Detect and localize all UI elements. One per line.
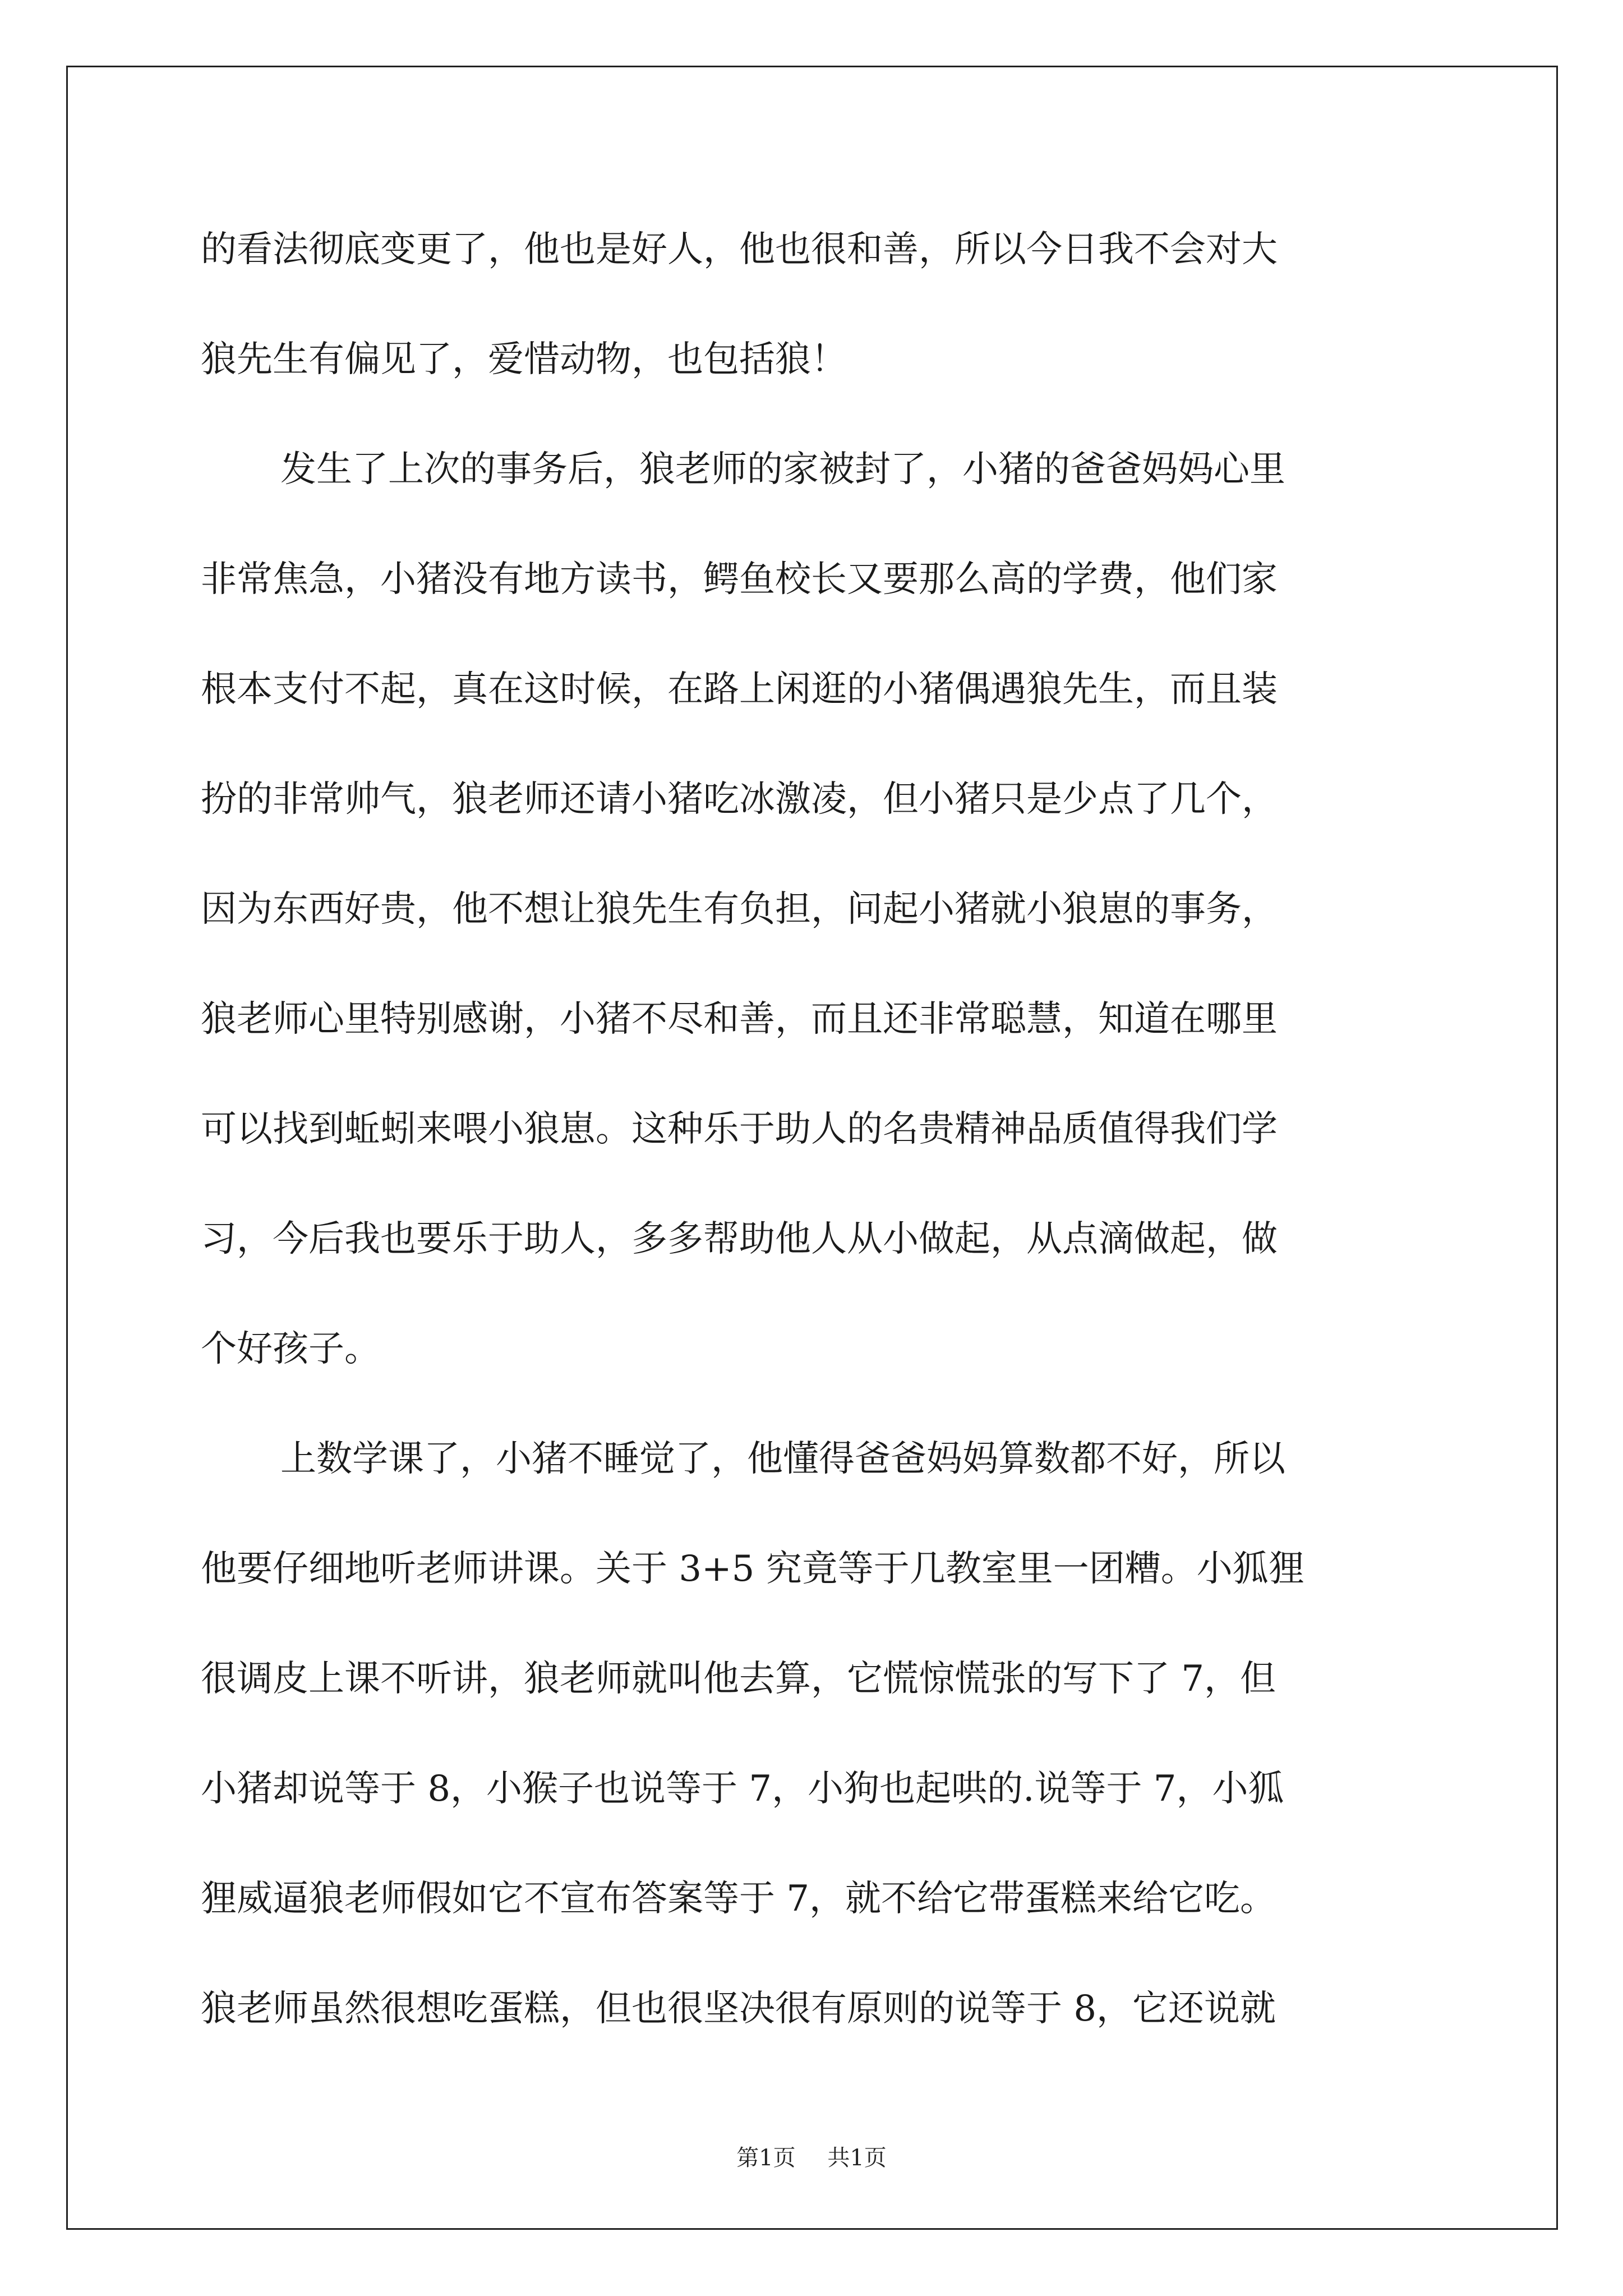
text-line: 因为东西好贵，他不想让狼先生有负担，问起小猪就小狼崽的事务， bbox=[201, 889, 1278, 930]
paragraph bbox=[201, 1425, 1429, 2085]
text-line: 扮的非常帅气，狼老师还请小猪吃冰激凌，但小猪只是少点了几个， bbox=[201, 779, 1278, 820]
text-line: 可以找到蚯蚓来喂小狼崽。这种乐于助人的名贵精神品质值得我们学 bbox=[201, 1108, 1278, 1150]
text-line: 根本支付不起，真在这时候，在路上闲逛的小猪偶遇狼先生，而且装 bbox=[201, 669, 1278, 710]
text-line: 个好孩子。 bbox=[201, 1328, 380, 1370]
text-line: 上数学课了，小猪不睡觉了，他懂得爸爸妈妈算数都不好，所以 bbox=[280, 1438, 1285, 1480]
text-line: 发生了上次的事务后，狼老师的家被封了，小猪的爸爸妈妈心里 bbox=[280, 449, 1285, 490]
page-number: 第1页 bbox=[736, 2145, 796, 2171]
text-line: 他要仔细地听老师讲课。关于 3+5 究竟等于几教室里一团糟。小狐狸 bbox=[201, 1548, 1304, 1590]
paragraph bbox=[201, 216, 1429, 436]
text-line: 狸威逼狼老师假如它不宣布答案等于 7，就不给它带蛋糕来给它吃。 bbox=[201, 1878, 1276, 1920]
text-line: 很调皮上课不听讲，狼老师就叫他去算，它慌惊慌张的写下了 7，但 bbox=[201, 1658, 1276, 1700]
text-line: 习，今后我也要乐于助人，多多帮助他人从小做起，从点滴做起，做 bbox=[201, 1218, 1278, 1260]
page-footer bbox=[0, 2144, 1623, 2172]
page-total: 共1页 bbox=[827, 2145, 887, 2171]
text-line: 的看法彻底变更了，他也是好人，他也很和善，所以今日我不会对大 bbox=[201, 229, 1278, 270]
text-line: 小猪却说等于 8，小猴子也说等于 7，小狗也起哄的.说等于 7，小狐 bbox=[201, 1768, 1284, 1810]
text-line: 狼老师虽然很想吃蛋糕，但也很坚决很有原则的说等于 8，它还说就 bbox=[201, 1988, 1276, 2030]
text-line: 狼先生有偏见了，爱惜动物，也包括狼！ bbox=[201, 339, 847, 380]
paragraph bbox=[201, 436, 1429, 1425]
text-line: 非常焦急，小猪没有地方读书，鳄鱼校长又要那么高的学费，他们家 bbox=[201, 559, 1278, 600]
document-body bbox=[201, 216, 1429, 2085]
text-line: 狼老师心里特别感谢，小猪不尽和善，而且还非常聪慧，知道在哪里 bbox=[201, 999, 1278, 1040]
